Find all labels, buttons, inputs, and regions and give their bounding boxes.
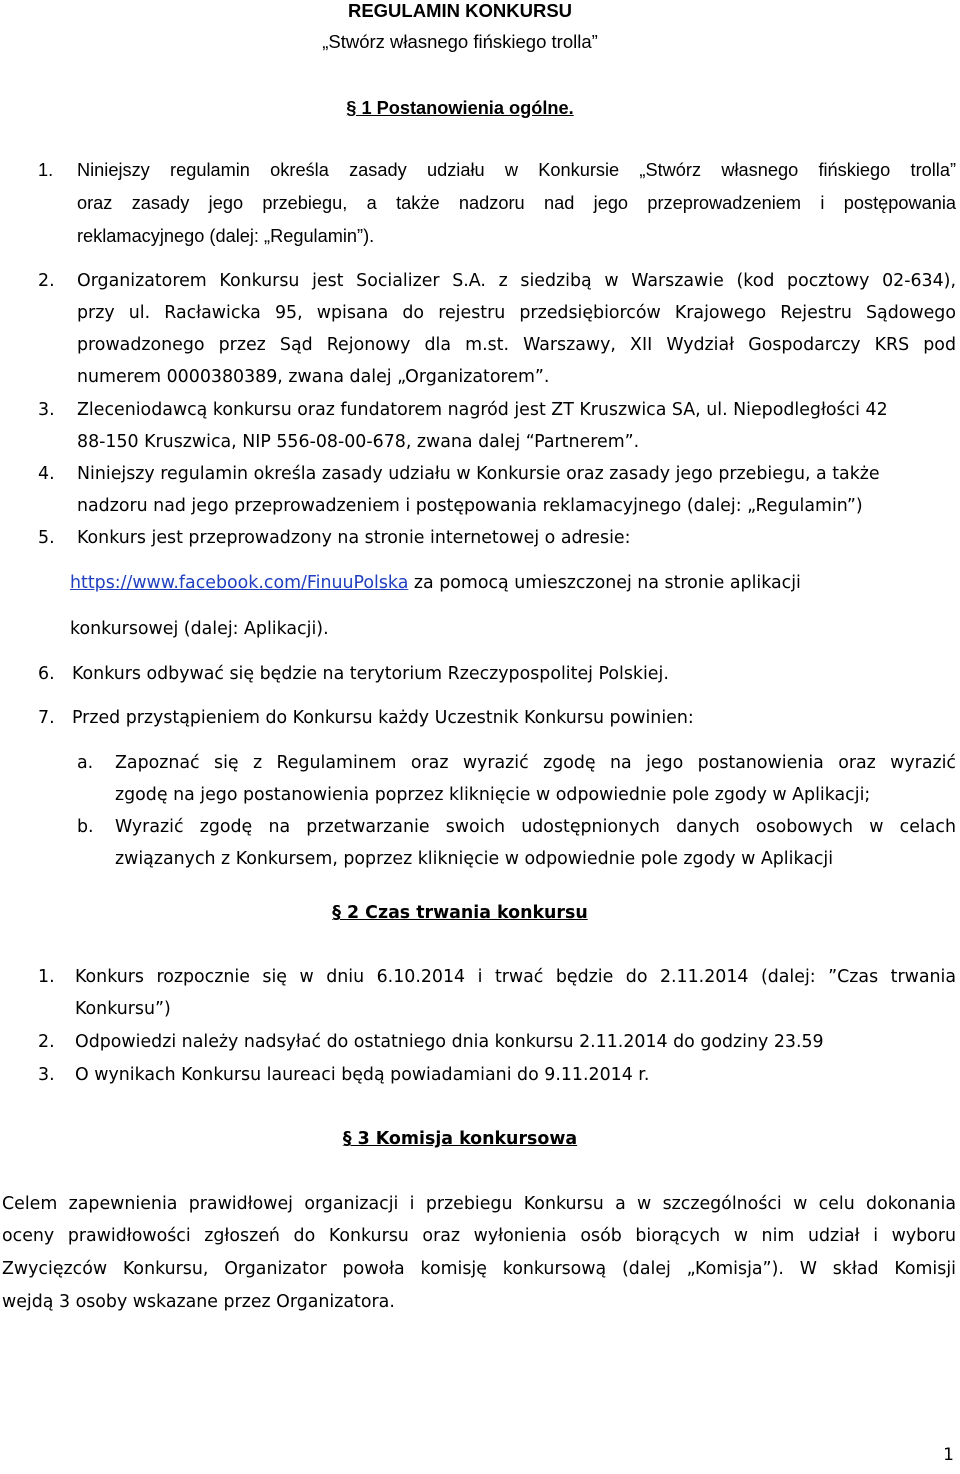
subitem-label: a. bbox=[77, 753, 94, 773]
s1-p5-line2-rest: za pomocą umieszczonej na stronie aplikacji bbox=[408, 573, 801, 593]
s2-p2-line1: Odpowiedzi należy nadsyłać do ostatniego dnia konkursu 2.11.2014 do godziny 23.59 bbox=[75, 1032, 824, 1052]
section-1-heading: § 1 Postanowienia ogólne. bbox=[346, 98, 574, 118]
s2-p1-line1: Konkurs rozpocznie się w dniu 6.10.2014 i trwać będzie do 2.11.2014 (dalej: ”Czas trwania bbox=[75, 967, 956, 987]
s3-line4: wejdą 3 osoby wskazane przez Organizatora. bbox=[2, 1292, 395, 1312]
item-number: 3. bbox=[38, 400, 55, 420]
section-2-heading: § 2 Czas trwania konkursu bbox=[332, 903, 588, 923]
s1-p1-line3: reklamacyjnego (dalej: „Regulamin”). bbox=[77, 226, 375, 246]
s1-p1-line1: Niniejszy regulamin określa zasady udziału w Konkursie „Stwórz własnego fińskiego trolla” bbox=[77, 160, 956, 180]
item-number: 1. bbox=[38, 967, 55, 987]
s1-p5-line1: Konkurs jest przeprowadzony na stronie internetowej o adresie: bbox=[77, 528, 631, 548]
s1-p6-line1: Konkurs odbywać się będzie na terytorium Rzeczypospolitej Polskiej. bbox=[72, 664, 669, 684]
item-number: 1. bbox=[38, 160, 54, 180]
document-subtitle: „Stwórz własnego fińskiego trolla” bbox=[322, 31, 598, 52]
item-number: 3. bbox=[38, 1065, 55, 1085]
item-number: 2. bbox=[38, 1032, 55, 1052]
subitem-label: b. bbox=[77, 817, 94, 837]
s1-p3-line2: 88-150 Kruszwica, NIP 556-08-00-678, zwana dalej “Partnerem”. bbox=[77, 432, 640, 452]
item-number: 7. bbox=[38, 708, 55, 728]
s2-p3-line1: O wynikach Konkursu laureaci będą powiadamiani do 9.11.2014 r. bbox=[75, 1065, 650, 1085]
item-number: 5. bbox=[38, 528, 55, 548]
s1-p5-line2 bbox=[70, 572, 801, 594]
s1-p3-line1: Zleceniodawcą konkursu oraz fundatorem nagród jest ZT Kruszwica SA, ul. Niepodległości 42 bbox=[77, 400, 888, 420]
item-number: 4. bbox=[38, 464, 55, 484]
s3-line3: Zwycięzców Konkursu, Organizator powoła komisję konkursową (dalej „Komisja”). W skład Komisji bbox=[2, 1259, 956, 1279]
s3-line2: oceny prawidłowości zgłoszeń do Konkursu oraz wyłonienia osób biorących w nim udział i wyboru bbox=[2, 1226, 956, 1246]
s1-p7b-line2: związanych z Konkursem, poprzez kliknięcie w odpowiednie pole zgody w Aplikacji bbox=[115, 849, 834, 869]
s2-p1-line2: Konkursu”) bbox=[75, 999, 171, 1019]
s1-p1-line2: oraz zasady jego przebiegu, a także nadzoru nad jego przeprowadzeniem i postępowania bbox=[77, 193, 956, 213]
section-3-heading: § 3 Komisja konkursowa bbox=[342, 1129, 578, 1149]
s1-p7a-line2: zgodę na jego postanowienia poprzez kliknięcie w odpowiednie pole zgody w Aplikacji; bbox=[115, 785, 871, 805]
s1-p7a-line1: Zapoznać się z Regulaminem oraz wyrazić zgodę na jego postanowienia oraz wyrazić bbox=[115, 753, 956, 773]
s1-p4-line2: nadzoru nad jego przeprowadzeniem i postępowania reklamacyjnego (dalej: „Regulamin”) bbox=[77, 496, 863, 516]
item-number: 6. bbox=[38, 664, 55, 684]
item-number: 2. bbox=[38, 271, 55, 291]
s1-p2-line3: prowadzonego przez Sąd Rejonowy dla m.st. Warszawy, XII Wydział Gospodarczy KRS pod bbox=[77, 335, 956, 355]
s1-p2-line1: Organizatorem Konkursu jest Socializer S.A. z siedzibą w Warszawie (kod pocztowy 02-634), bbox=[77, 271, 956, 291]
document-title: REGULAMIN KONKURSU bbox=[347, 0, 573, 21]
s1-p2-line2: przy ul. Racławicka 95, wpisana do rejestru przedsiębiorców Krajowego Rejestru Sądowego bbox=[77, 303, 956, 323]
facebook-page-link[interactable]: https://www.facebook.com/FinuuPolska bbox=[70, 573, 409, 593]
s1-p2-line4: numerem 0000380389, zwana dalej „Organizatorem”. bbox=[77, 367, 550, 387]
page-number: 1 bbox=[943, 1445, 954, 1465]
s1-p5-line3: konkursowej (dalej: Aplikacji). bbox=[70, 619, 329, 639]
s3-line1: Celem zapewnienia prawidłowej organizacji i przebiegu Konkursu a w szczególności w celu dokonania bbox=[2, 1194, 956, 1214]
s1-p7-line1: Przed przystąpieniem do Konkursu każdy Uczestnik Konkursu powinien: bbox=[72, 708, 694, 728]
s1-p4-line1: Niniejszy regulamin określa zasady udziału w Konkursie oraz zasady jego przebiegu, a także bbox=[77, 464, 880, 484]
s1-p7b-line1: Wyrazić zgodę na przetwarzanie swoich udostępnionych danych osobowych w celach bbox=[115, 817, 956, 837]
